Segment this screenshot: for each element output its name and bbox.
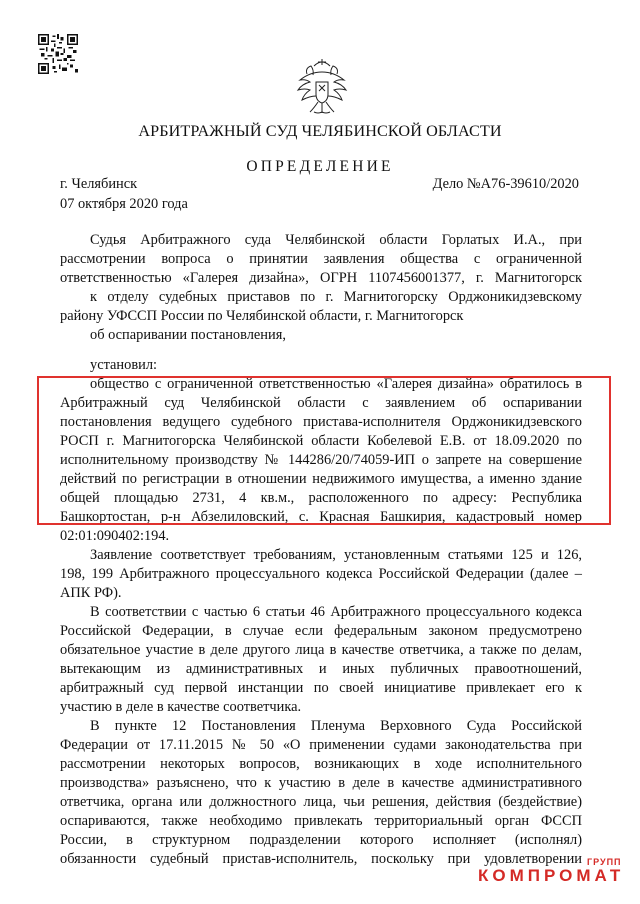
watermark-brand: КОМПРОМАТ — [478, 866, 625, 885]
city: г. Челябинск — [60, 176, 138, 192]
court-name: АРБИТРАЖНЫЙ СУД ЧЕЛЯБИНСКОЙ ОБЛАСТИ — [138, 122, 502, 140]
body-line: РОСП г. Магнитогорска Челябинской области Кобелевой Е.В. от 18.09.2020 по — [60, 433, 582, 449]
body-line: России, в структурном подразделении которого исполняет (исполнял) — [60, 832, 582, 848]
russian-coat-of-arms-icon — [294, 58, 350, 118]
body-line: исполнительному производству № 144286/20/74059-ИП о запрете на совершение — [60, 452, 582, 468]
body-line: оспариваются, также необходимо привлекать территориальный орган ФССП — [60, 813, 582, 829]
body-line: рассмотрении некоторых вопросов, возникающих в ходе исполнительного — [60, 756, 582, 772]
watermark-group-label: ГРУПП — [587, 857, 622, 867]
body-line: Федерации от 17.11.2015 № 50 «О применении судами законодательства при — [60, 737, 582, 753]
ruling-date: 07 октября 2020 года — [60, 196, 188, 212]
body-line: обязательное участие в деле другого лица в качестве ответчика, а также по делам, — [60, 642, 582, 658]
body-line: Арбитражный суд Челябинской области с заявлением об оспаривании — [60, 395, 582, 411]
body-line: В пункте 12 Постановления Пленума Верховного Суда Российской — [90, 718, 582, 734]
document-title: ОПРЕДЕЛЕНИЕ — [246, 158, 394, 175]
body-line: Заявление соответствует требованиям, установленным статьями 125 и 126, — [90, 547, 582, 563]
body-line: ответственностью «Галерея дизайна», ОГРН 1107456001377, г. Магнитогорск — [60, 270, 582, 286]
body-line: В соответствии с частью 6 статьи 46 Арбитражного процессуального кодекса — [90, 604, 582, 620]
body-line: АПК РФ). — [60, 585, 122, 601]
body-line: об оспаривании постановления, — [90, 327, 286, 343]
body-line: ответчика, органа или должностного лица, чьи решения, действия (бездействие) — [60, 794, 582, 810]
body-line: постановления ведущего судебного пристава-исполнителя Орджоникидзевского — [60, 414, 582, 430]
body-line: Российской Федерации, в случае если федеральным законом предусмотрено — [60, 623, 582, 639]
body-line: к отделу судебных приставов по г. Магнитогорску Орджоникидзевскому — [90, 289, 582, 305]
body-line: вытекающим из административных и иных публичных правоотношений, — [60, 661, 582, 677]
body-line: общество с ограниченной ответственностью «Галерея дизайна» обратилось в — [90, 376, 582, 392]
body-line: району УФССП России по Челябинской области, г. Магнитогорск — [60, 308, 464, 324]
body-line: действий по регистрации в отношении недвижимого имущества, а именно здание — [60, 471, 582, 487]
body-line: производства» разъяснено, что к участию в деле в качестве административного — [60, 775, 582, 791]
case-number: Дело №А76-39610/2020 — [432, 176, 579, 192]
body-line: участию в деле в качестве соответчика. — [60, 699, 302, 715]
body-line: Судья Арбитражного суда Челябинской области Горлатых И.А., при — [90, 232, 582, 248]
body-line: 198, 199 Арбитражного процессуального кодекса Российской Федерации (далее – — [60, 566, 582, 582]
body-line: Башкортостан, р-н Абзелиловский, с. Красная Башкирия, кадастровый номер — [60, 509, 582, 525]
qr-code-icon — [38, 34, 78, 74]
body-line: арбитражный суд первой инстанции по своей инициативе привлекает его к — [60, 680, 582, 696]
body-line: 02:01:090402:194. — [60, 528, 170, 544]
body-line: обязанности судебный пристав-исполнитель, поскольку при удовлетворении — [60, 851, 582, 867]
highlight-box — [37, 376, 611, 525]
body-line: общей площадью 2731, 4 кв.м., расположенного по адресу: Республика — [60, 490, 582, 506]
section-heading: установил: — [90, 357, 158, 373]
body-line: рассмотрении вопроса о принятии заявления общества с ограниченной — [60, 251, 582, 267]
